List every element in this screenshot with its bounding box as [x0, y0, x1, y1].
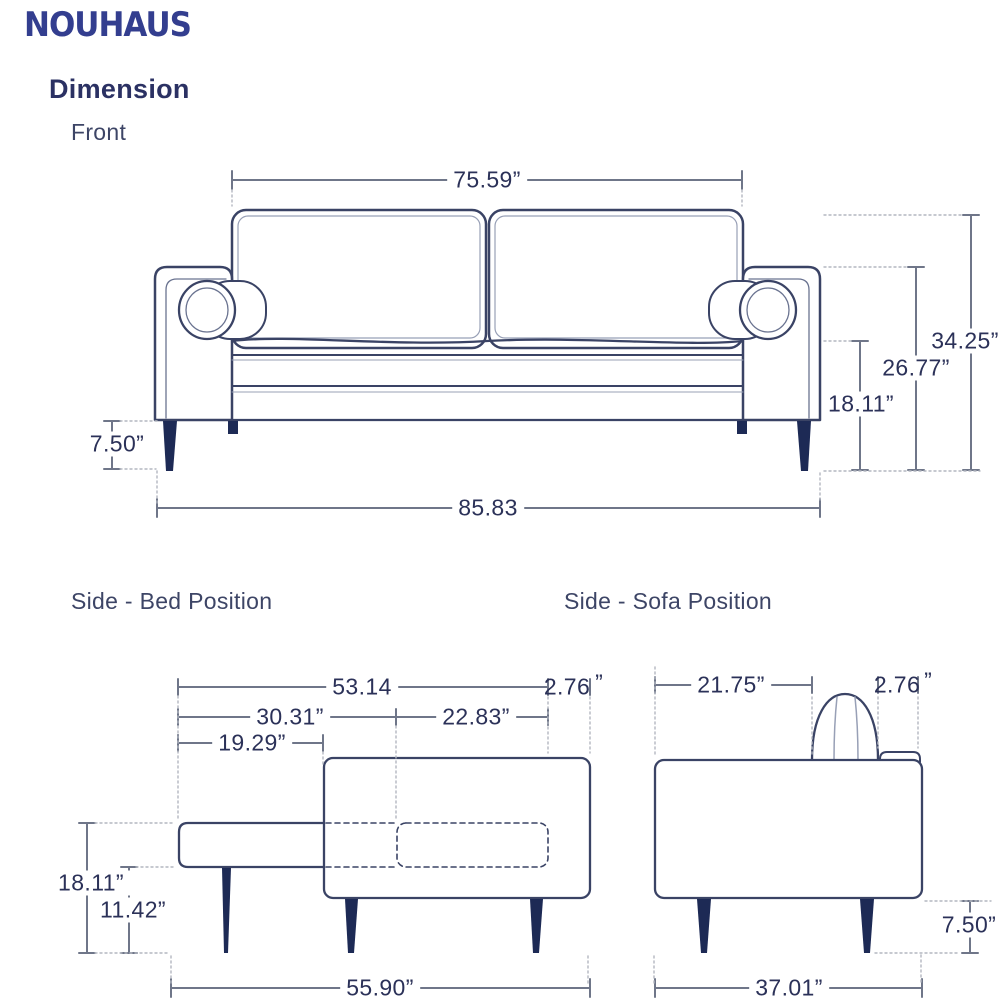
dim-front-leg-height: 7.50” [84, 432, 150, 457]
front-view-label: Front [71, 119, 127, 145]
dim-front-arm-height: 26.77” [876, 356, 956, 381]
sofa-legs [697, 899, 874, 953]
dim-bed-overall-depth: 55.90” [340, 976, 420, 1000]
sofa-position-view-label: Side - Sofa Position [564, 588, 773, 614]
dim-front-back-width: 75.59” [447, 168, 527, 193]
sofa-body [655, 760, 922, 898]
sofa-back-cushion [812, 694, 878, 760]
dim-sofa-seat-depth: 21.75” [691, 673, 771, 698]
dim-sofa-back-thickness-inch-mark: ” [924, 667, 932, 694]
dim-bed-extension-depth: 19.29” [212, 731, 292, 756]
dim-bed-seat-height: 18.11” [52, 871, 130, 896]
front-legs [163, 421, 811, 471]
dim-bed-back-section: 22.83” [436, 705, 516, 730]
dim-sofa-back-thickness: 2.76 [873, 671, 921, 698]
page-title: Dimension [49, 74, 190, 104]
dim-sofa-overall-depth: 37.01” [749, 976, 829, 1000]
dim-bed-total-depth: 53.14 [326, 675, 398, 700]
dim-sofa-leg-height: 7.50” [936, 913, 1000, 938]
dim-bed-surface-height: 11.42” [94, 898, 172, 923]
front-right-bolster [709, 281, 796, 339]
dim-bed-back-thickness: 2.76 [543, 673, 591, 700]
front-sofa-drawing [155, 210, 820, 471]
bed-body [324, 758, 590, 898]
bed-position-drawing [179, 758, 590, 953]
bed-position-view-label: Side - Bed Position [71, 588, 273, 614]
nouhaus-logo: NOUHAUS [24, 6, 191, 45]
dim-bed-back-thickness-inch-mark: ” [595, 669, 603, 696]
dim-front-overall-width: 85.83 [452, 496, 524, 521]
dim-bed-seat-section: 30.31” [250, 705, 330, 730]
front-left-bolster [179, 281, 266, 339]
sofa-position-drawing [655, 694, 922, 953]
dim-front-seat-height: 18.11” [822, 392, 900, 417]
dim-front-overall-height: 34.25” [925, 329, 1000, 354]
